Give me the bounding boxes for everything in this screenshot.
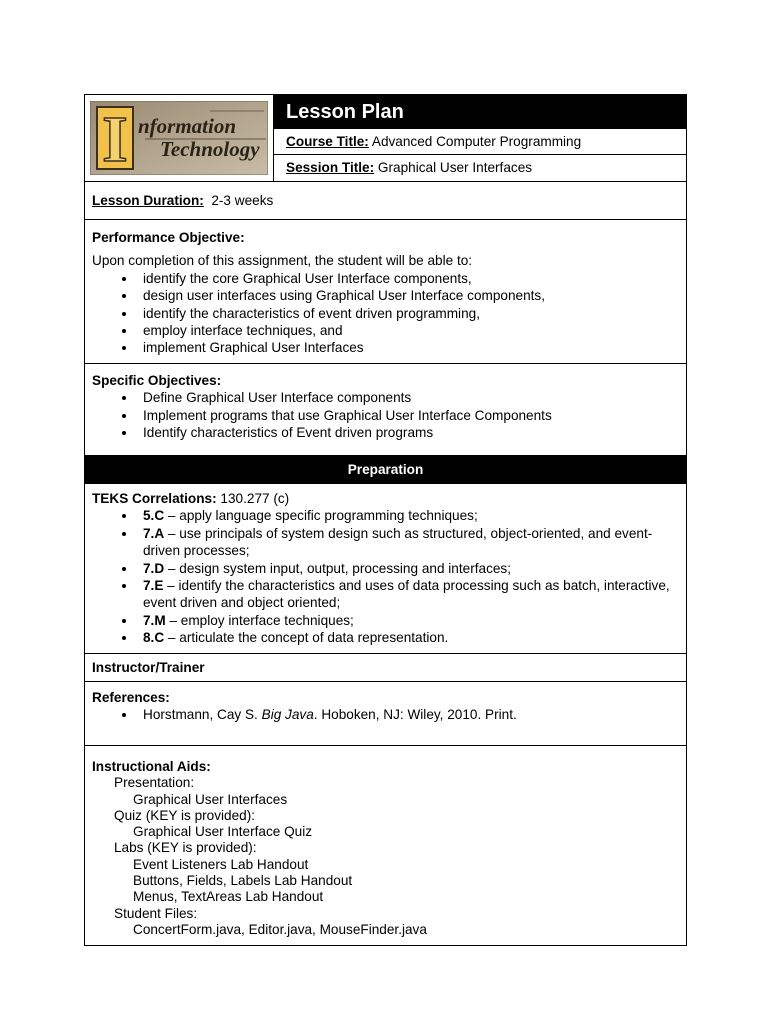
list-item: • 7.A – use principals of system design such as structured, object-oriented, and event-driven processes;	[137, 525, 679, 560]
instructional-aids-heading: Instructional Aids:	[92, 759, 211, 774]
session-title-label: Session Title:	[286, 160, 375, 175]
list-item: • design user interfaces using Graphical User Interface components,	[137, 287, 679, 304]
header-titles	[274, 95, 686, 181]
lesson-duration-label: Lesson Duration:	[92, 193, 204, 208]
list-item: • identify the characteristics of event driven programming,	[137, 305, 679, 322]
lesson-duration-value: 2-3 weeks	[211, 193, 274, 208]
svg-text:I: I	[102, 103, 128, 175]
list-item: • 7.M – employ interface techniques;	[137, 612, 679, 629]
course-title-label: Course Title:	[286, 134, 369, 149]
teks-heading: TEKS Correlations:	[92, 491, 217, 506]
specific-objectives-list	[92, 389, 679, 441]
references-heading: References:	[92, 690, 170, 705]
instructional-aids-section	[84, 746, 687, 946]
list-item: • 7.E – identify the characteristics and uses of data processing such as batch, interactive, event driven and object oriented;	[137, 577, 679, 612]
references-section	[84, 682, 687, 746]
svg-text:nformation: nformation	[138, 114, 237, 138]
lesson-duration-row	[84, 182, 687, 220]
lesson-header	[84, 94, 687, 182]
performance-objective-section	[84, 220, 687, 364]
list-item: • employ interface techniques, and	[137, 322, 679, 339]
quiz-item: Graphical User Interface Quiz	[133, 824, 313, 840]
lab-item: Event Listeners Lab Handout	[133, 856, 309, 872]
session-title-line	[274, 155, 686, 181]
list-item: • Implement programs that use Graphical User Interface Components	[137, 407, 679, 424]
labs-label: Labs (KEY is provided):	[114, 840, 257, 856]
course-title-value: Advanced Computer Programming	[371, 134, 582, 149]
performance-objective-list	[92, 270, 679, 357]
preparation-heading: Preparation	[84, 456, 687, 484]
information-technology-logo	[85, 95, 274, 181]
course-title-line	[274, 129, 686, 155]
teks-list	[92, 507, 679, 646]
presentation-label: Presentation:	[114, 775, 195, 791]
student-files-item: ConcertForm.java, Editor.java, MouseFinder.java	[133, 921, 427, 937]
instructor-trainer-row: Instructor/Trainer	[84, 654, 687, 682]
references-list	[92, 706, 679, 723]
list-item: • Horstmann, Cay S. Big Java. Hoboken, NJ: Wiley, 2010. Print.	[137, 706, 679, 723]
list-item: • 7.D – design system input, output, processing and interfaces;	[137, 560, 679, 577]
list-item: • Define Graphical User Interface components	[137, 389, 679, 406]
page-title: Lesson Plan	[274, 95, 686, 129]
teks-correlations-section	[84, 484, 687, 654]
quiz-label: Quiz (KEY is provided):	[114, 807, 256, 823]
svg-text:Technology: Technology	[160, 137, 260, 161]
session-title-value: Graphical User Interfaces	[377, 160, 533, 175]
lesson-plan-document	[84, 94, 687, 946]
lab-item: Buttons, Fields, Labels Lab Handout	[133, 873, 353, 889]
performance-objective-intro: Upon completion of this assignment, the student will be able to:	[92, 253, 473, 269]
it-logo-icon	[90, 101, 268, 175]
list-item: • implement Graphical User Interfaces	[137, 339, 679, 356]
lab-item: Menus, TextAreas Lab Handout	[133, 889, 324, 905]
list-item: • Identify characteristics of Event driven programs	[137, 424, 679, 441]
teks-code: 130.277 (c)	[220, 491, 290, 506]
list-item: • 5.C – apply language specific programming techniques;	[137, 507, 679, 524]
specific-objectives-heading: Specific Objectives:	[92, 373, 222, 388]
presentation-item: Graphical User Interfaces	[133, 791, 288, 807]
performance-objective-heading: Performance Objective:	[92, 230, 245, 245]
student-files-label: Student Files:	[114, 905, 198, 921]
list-item: • identify the core Graphical User Interface components,	[137, 270, 679, 287]
list-item: • 8.C – articulate the concept of data representation.	[137, 629, 679, 646]
specific-objectives-section	[84, 364, 687, 456]
